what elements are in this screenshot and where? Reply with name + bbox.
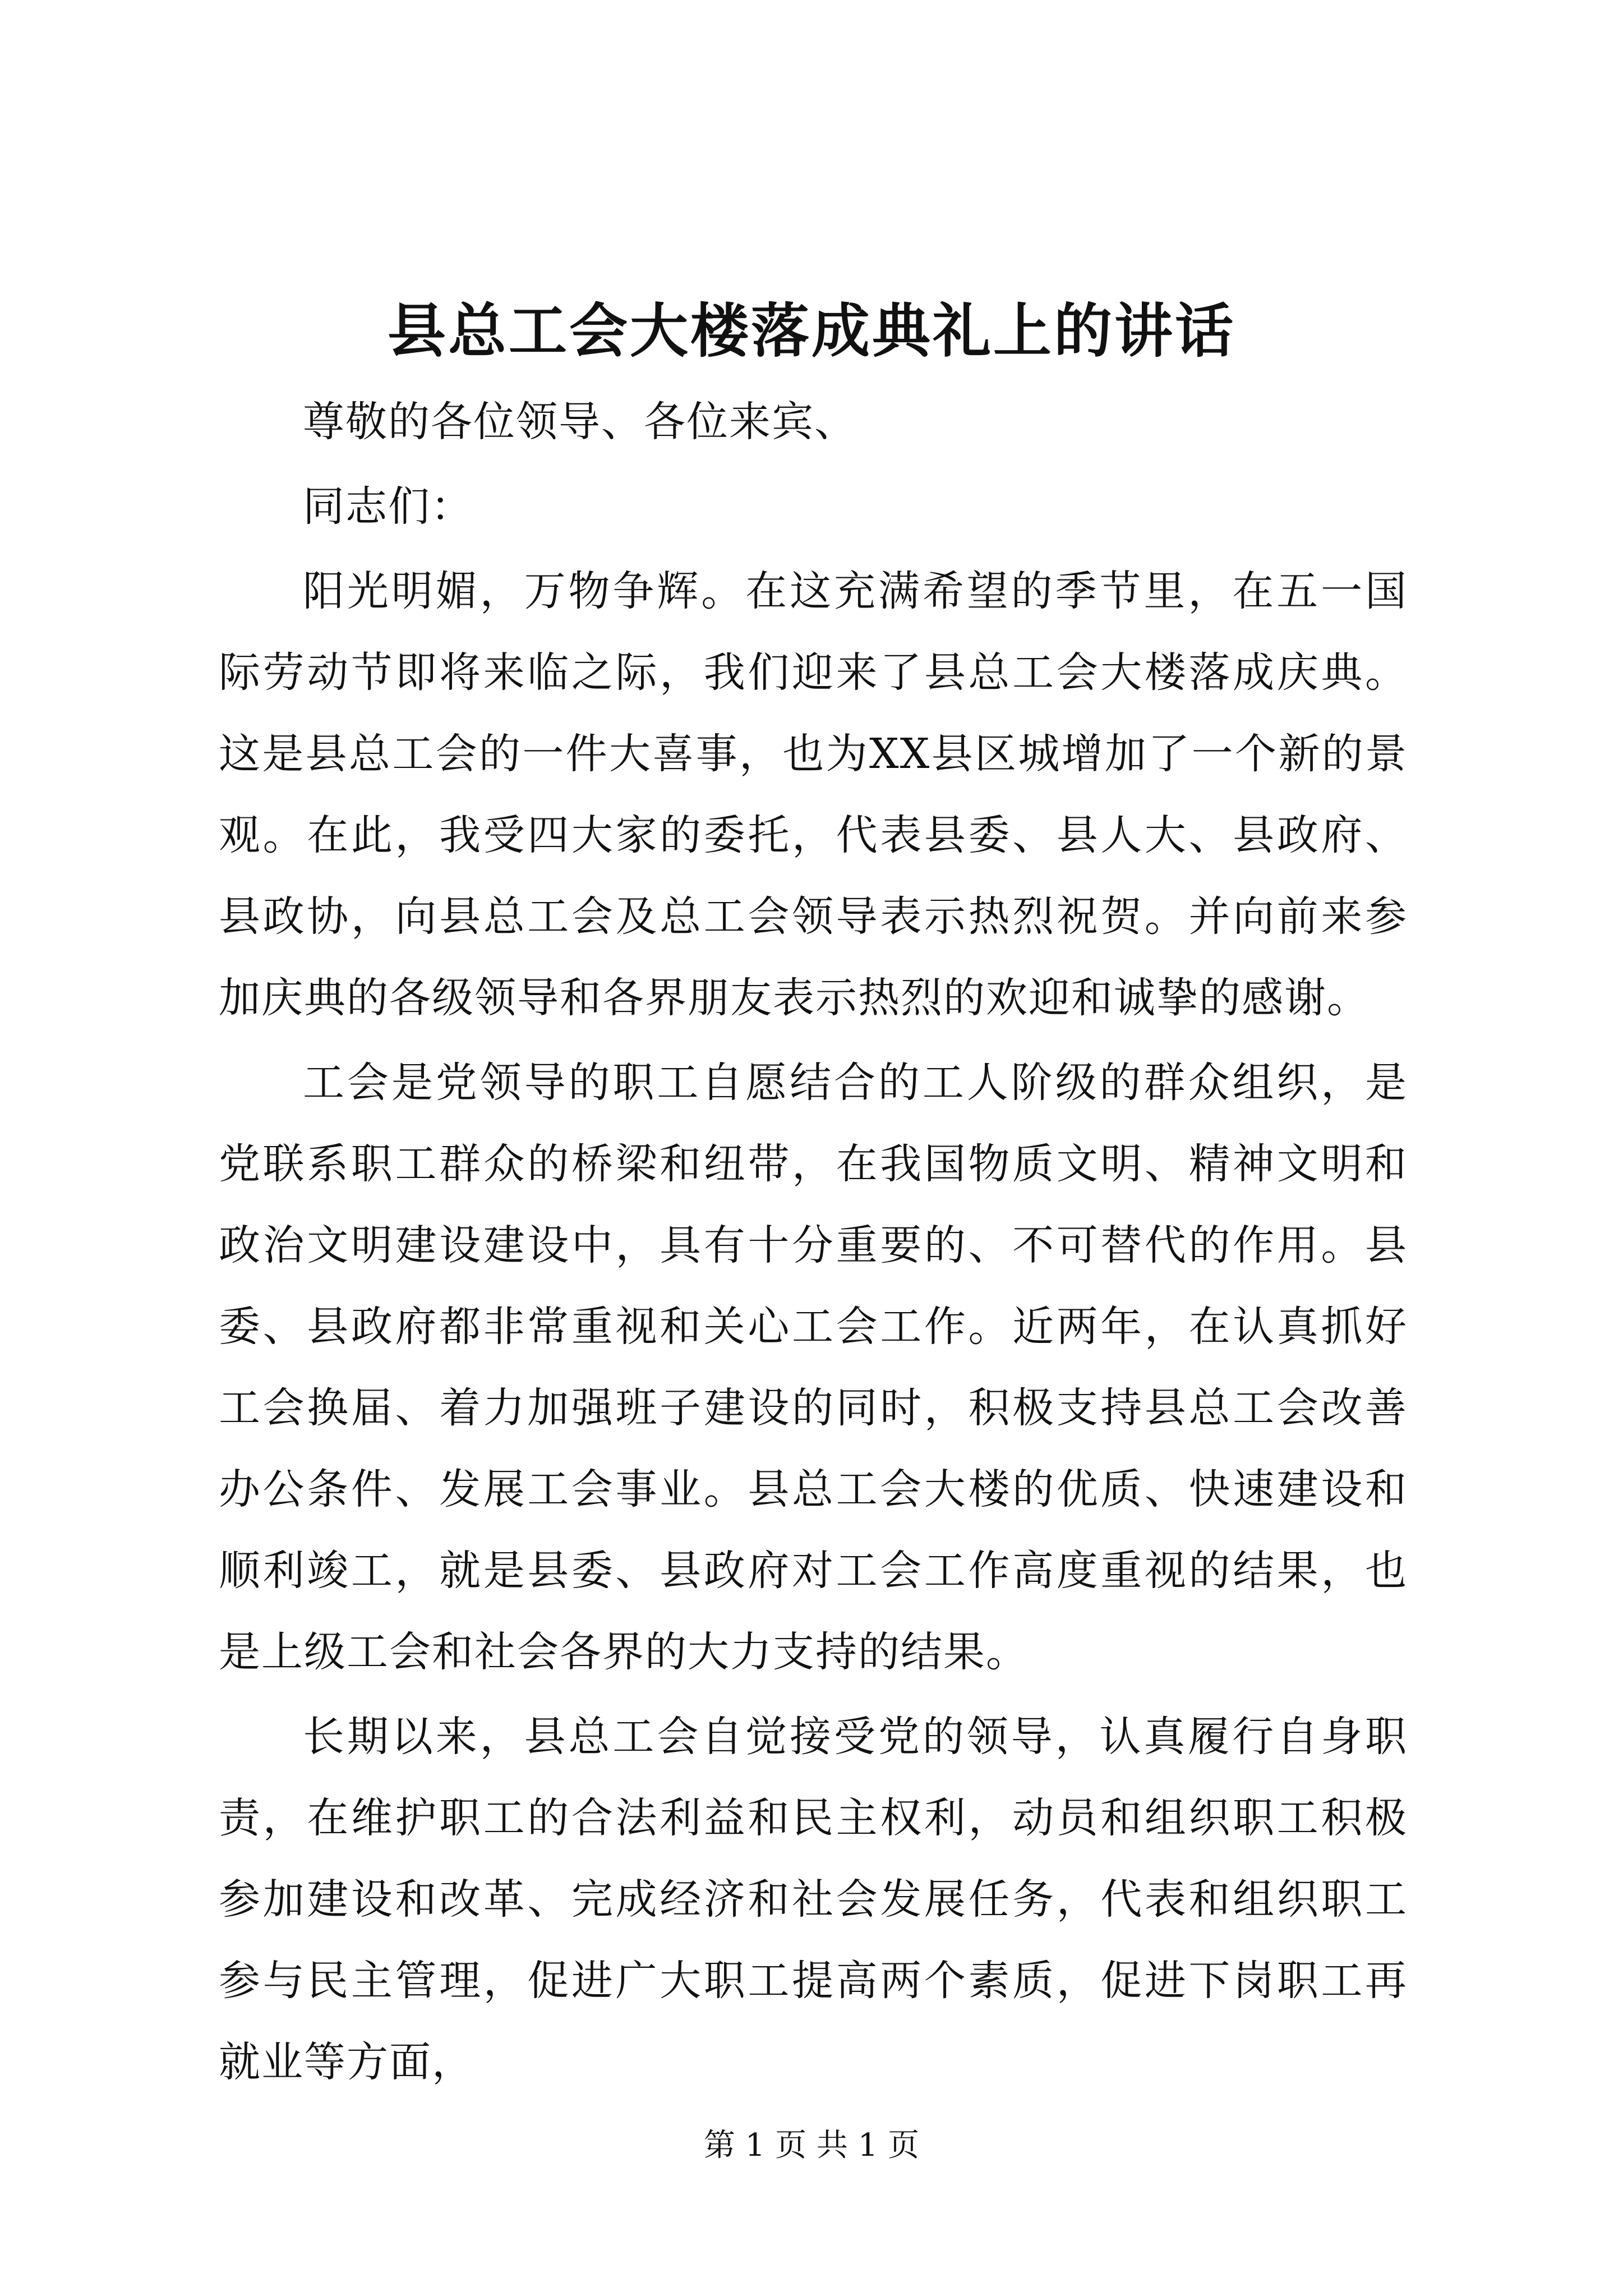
body-paragraph: 工会是党领导的职工自愿结合的工人阶级的群众组织，是党联系职工群众的桥梁和纽带，在我国物质文明、精神文明和政治文明建设建设中，具有十分重要的、不可替代的作用。县委、县政府都非常重视和关心工会工作。近两年，在认真抓好工会换届、着力加强班子建设的同时，积极支持县总工会改善办公条件、发展工会事业。县总工会大楼的优质、快速建设和顺利竣工，就是县委、县政府对工会工作高度重视的结果，也是上级工会和社会各界的大力支持的结果。 xyxy=(219,1059,1408,1676)
document-body xyxy=(219,381,1408,2106)
body-paragraph: 阳光明媚，万物争辉。在这充满希望的季节里，在五一国际劳动节即将来临之际，我们迎来了县总工会大楼落成庆典。这是县总工会的一件大喜事，也为XX县区城增加了一个新的景观。在此，我受四大家的委托，代表县委、县人大、县政府、县政协，向县总工会及总工会领导表示热烈祝贺。并向前来参加庆典的各级领导和各界朋友表示热烈的欢迎和诚挚的感谢。 xyxy=(219,567,1408,1022)
salutation-line: 尊敬的各位领导、各位来宾、 xyxy=(303,398,857,446)
body-paragraph: 长期以来，县总工会自觉接受党的领导，认真履行自身职责，在维护职工的合法利益和民主权利，动员和组织职工积极参加建设和改革、完成经济和社会发展任务，代表和组织职工参与民主管理，促进广大职工提高两个素质，促进下岗职工再就业等方面， xyxy=(219,1713,1408,2086)
salutation-line: 同志们： xyxy=(303,482,473,531)
page-number-footer: 第 1 页 共 1 页 xyxy=(703,2127,920,2164)
document-title: 县总工会大楼落成典礼上的讲话 xyxy=(387,296,1235,365)
